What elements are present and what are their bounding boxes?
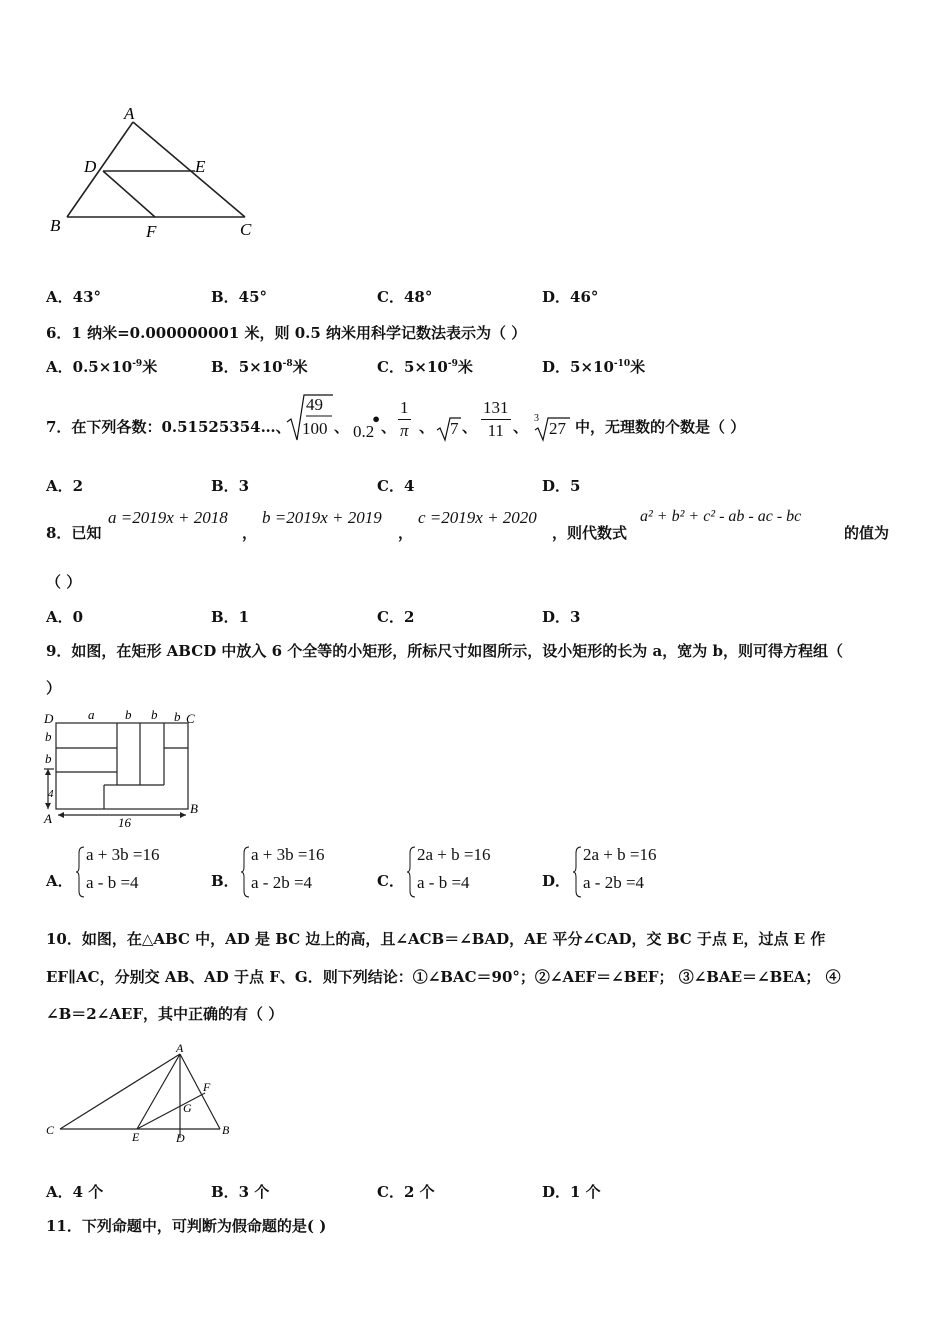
q7-sep-4: 、 [462,418,478,436]
q6-option-c[interactable]: C．$5\times 10^{-9}$米 [377,358,473,376]
q7-sep-2: 、 [381,418,397,436]
svg-text:A: A [44,811,52,826]
q8-paren: （ ） [46,573,82,591]
q10-line-1: 10．如图，在△ABC 中，AD 是 BC 边上的高，且∠ACB＝∠BAD，AE 平分∠CAD，交 BC 于点 E，过点 E 作 [46,930,826,948]
q8-option-b[interactable]: B．1 [211,608,250,626]
q8-expression: a² + b² + c² - ab - ac - bc [640,508,802,525]
q8-option-a[interactable]: A．0 [46,608,84,626]
q7-tail: 中，无理数的个数是（ ） [575,418,746,436]
side-AC [60,1054,180,1129]
label-C: C [240,220,252,239]
svg-text:F: F [203,1080,211,1094]
q7-sep-5: 、 [513,418,529,436]
q7-option-d[interactable]: D．5 [542,477,581,495]
q6-option-d[interactable]: D．$5\times 10^{-10}$米 [542,358,646,376]
q8-option-c[interactable]: C．2 [377,608,415,626]
label-B: B [50,216,61,235]
svg-text:G: G [183,1101,192,1115]
q7-lead: 7．在下列各数：0.51525354…、 [46,418,291,436]
svg-text:b: b [45,751,52,766]
q7-fraction-131-over-11: $\frac{131}{11}$ [483,398,509,440]
svg-text:4: 4 [48,788,54,800]
rect-ABCD [56,723,188,809]
q10-line-3: ∠B＝2∠AEF，其中正确的有（ ） [46,1005,284,1023]
q9-option-a-system[interactable]: a + 3b =16 a - b =4 [76,845,186,900]
q5-option-d[interactable]: D．46° [542,288,599,306]
dimension-arrows [45,769,186,818]
q9-option-c-system[interactable]: 2a + b =16 a - b =4 [407,845,517,900]
q7-sqrt-fraction: 49 100 [286,392,334,442]
q7-cube-root: 3 27 [532,416,572,442]
q5-option-a[interactable]: A．43° [46,288,102,306]
svg-text:E: E [132,1130,140,1144]
brace-icon [241,845,251,899]
svg-text:b: b [45,729,52,744]
q8-comma-1: ， [242,524,258,542]
q10-line-2: EF∥AC，分别交 AB、AD 于点 F、G．则下列结论：①∠BAC＝90°；②∠AEF＝∠BEF； ③∠BAE＝∠BEA； ④ [46,968,841,986]
q6-option-a[interactable]: A．$0.5\times 10^{-9}$米 [46,358,158,376]
q8-eq-a: a =2019x + 2018 [108,508,228,527]
q8-comma-2: ， [398,524,414,542]
q7-option-c[interactable]: C．4 [377,477,415,495]
svg-text:C: C [186,711,195,726]
triangle-figure-q10 [40,1040,240,1150]
svg-text:D: D [44,711,54,726]
q5-option-c[interactable]: C．48° [377,288,433,306]
label-E: E [195,157,206,176]
side-AB [180,1054,220,1129]
svg-text:A: A [176,1041,184,1055]
triangle-figure-q5 [40,100,280,250]
rectangle-figure-q9 [40,705,215,830]
q11-stem: 11．下列命题中，可判断为假命题的是( ) [46,1217,327,1235]
q9-line-1: 9．如图，在矩形 ABCD 中放入 6 个全等的小矩形，所标尺寸如图所示，设小矩形的长为 a，宽为 b，则可得方程组（ [46,642,843,660]
label-F: F [146,222,157,241]
label-D: D [84,157,97,176]
segment-DF [103,171,155,217]
q10-option-a[interactable]: A．4 个 [46,1183,104,1201]
side-AC [133,122,245,217]
svg-text:b: b [125,707,132,722]
brace-icon [573,845,583,899]
q6-option-b[interactable]: B．$5\times 10^{-8}$米 [211,358,308,376]
q10-option-d[interactable]: D．1 个 [542,1183,601,1201]
q7-sep-1: 、 [334,418,350,436]
q9-option-b-label[interactable]: B． [211,872,239,890]
side-AB [67,122,133,217]
q7-option-b[interactable]: B．3 [211,477,250,495]
svg-text:a: a [88,707,95,722]
svg-text:B: B [190,801,198,816]
q9-option-c-label[interactable]: C． [377,872,404,890]
q6-stem: 6．1 纳米=0.000000001 米，则 0.5 纳米用科学记数法表示为（ ） [46,324,527,342]
q7-fraction-1-over-pi: $\frac{1}{\pi}$ [400,398,409,440]
q9-option-a-label[interactable]: A． [46,872,73,890]
q9-option-d-label[interactable]: D． [542,872,571,890]
repeat-dot-icon: • [371,410,382,429]
svg-text:b: b [151,707,158,722]
brace-icon [76,845,86,899]
svg-text:D: D [176,1131,185,1145]
label-A: A [124,104,135,123]
q7-sqrt7: 7 [436,416,462,442]
q5-option-b[interactable]: B．45° [211,288,268,306]
q9-option-b-system[interactable]: a + 3b =16 a - 2b =4 [241,845,351,900]
q9-option-d-system[interactable]: 2a + b =16 a - 2b =4 [573,845,683,900]
q7-sep-3: 、 [419,418,435,436]
q10-option-b[interactable]: B．3 个 [211,1183,270,1201]
svg-text:B: B [222,1123,230,1137]
q8-tail: 的值为 [844,524,890,542]
svg-text:16: 16 [118,815,131,830]
svg-text:b: b [174,709,181,724]
q8-lead: 8．已知 [46,524,102,542]
q7-option-a[interactable]: A．2 [46,477,84,495]
q10-option-c[interactable]: C．2 个 [377,1183,435,1201]
q9-line-2: ） [46,679,62,697]
q7-repeating-decimal: • 0.2 [353,410,382,441]
svg-text:C: C [46,1123,55,1137]
q8-option-d[interactable]: D．3 [542,608,581,626]
q8-eq-b: b =2019x + 2019 [262,508,382,527]
brace-icon [407,845,417,899]
q8-mid: ，则代数式 [552,524,628,542]
q8-eq-c: c =2019x + 2020 [418,508,537,527]
